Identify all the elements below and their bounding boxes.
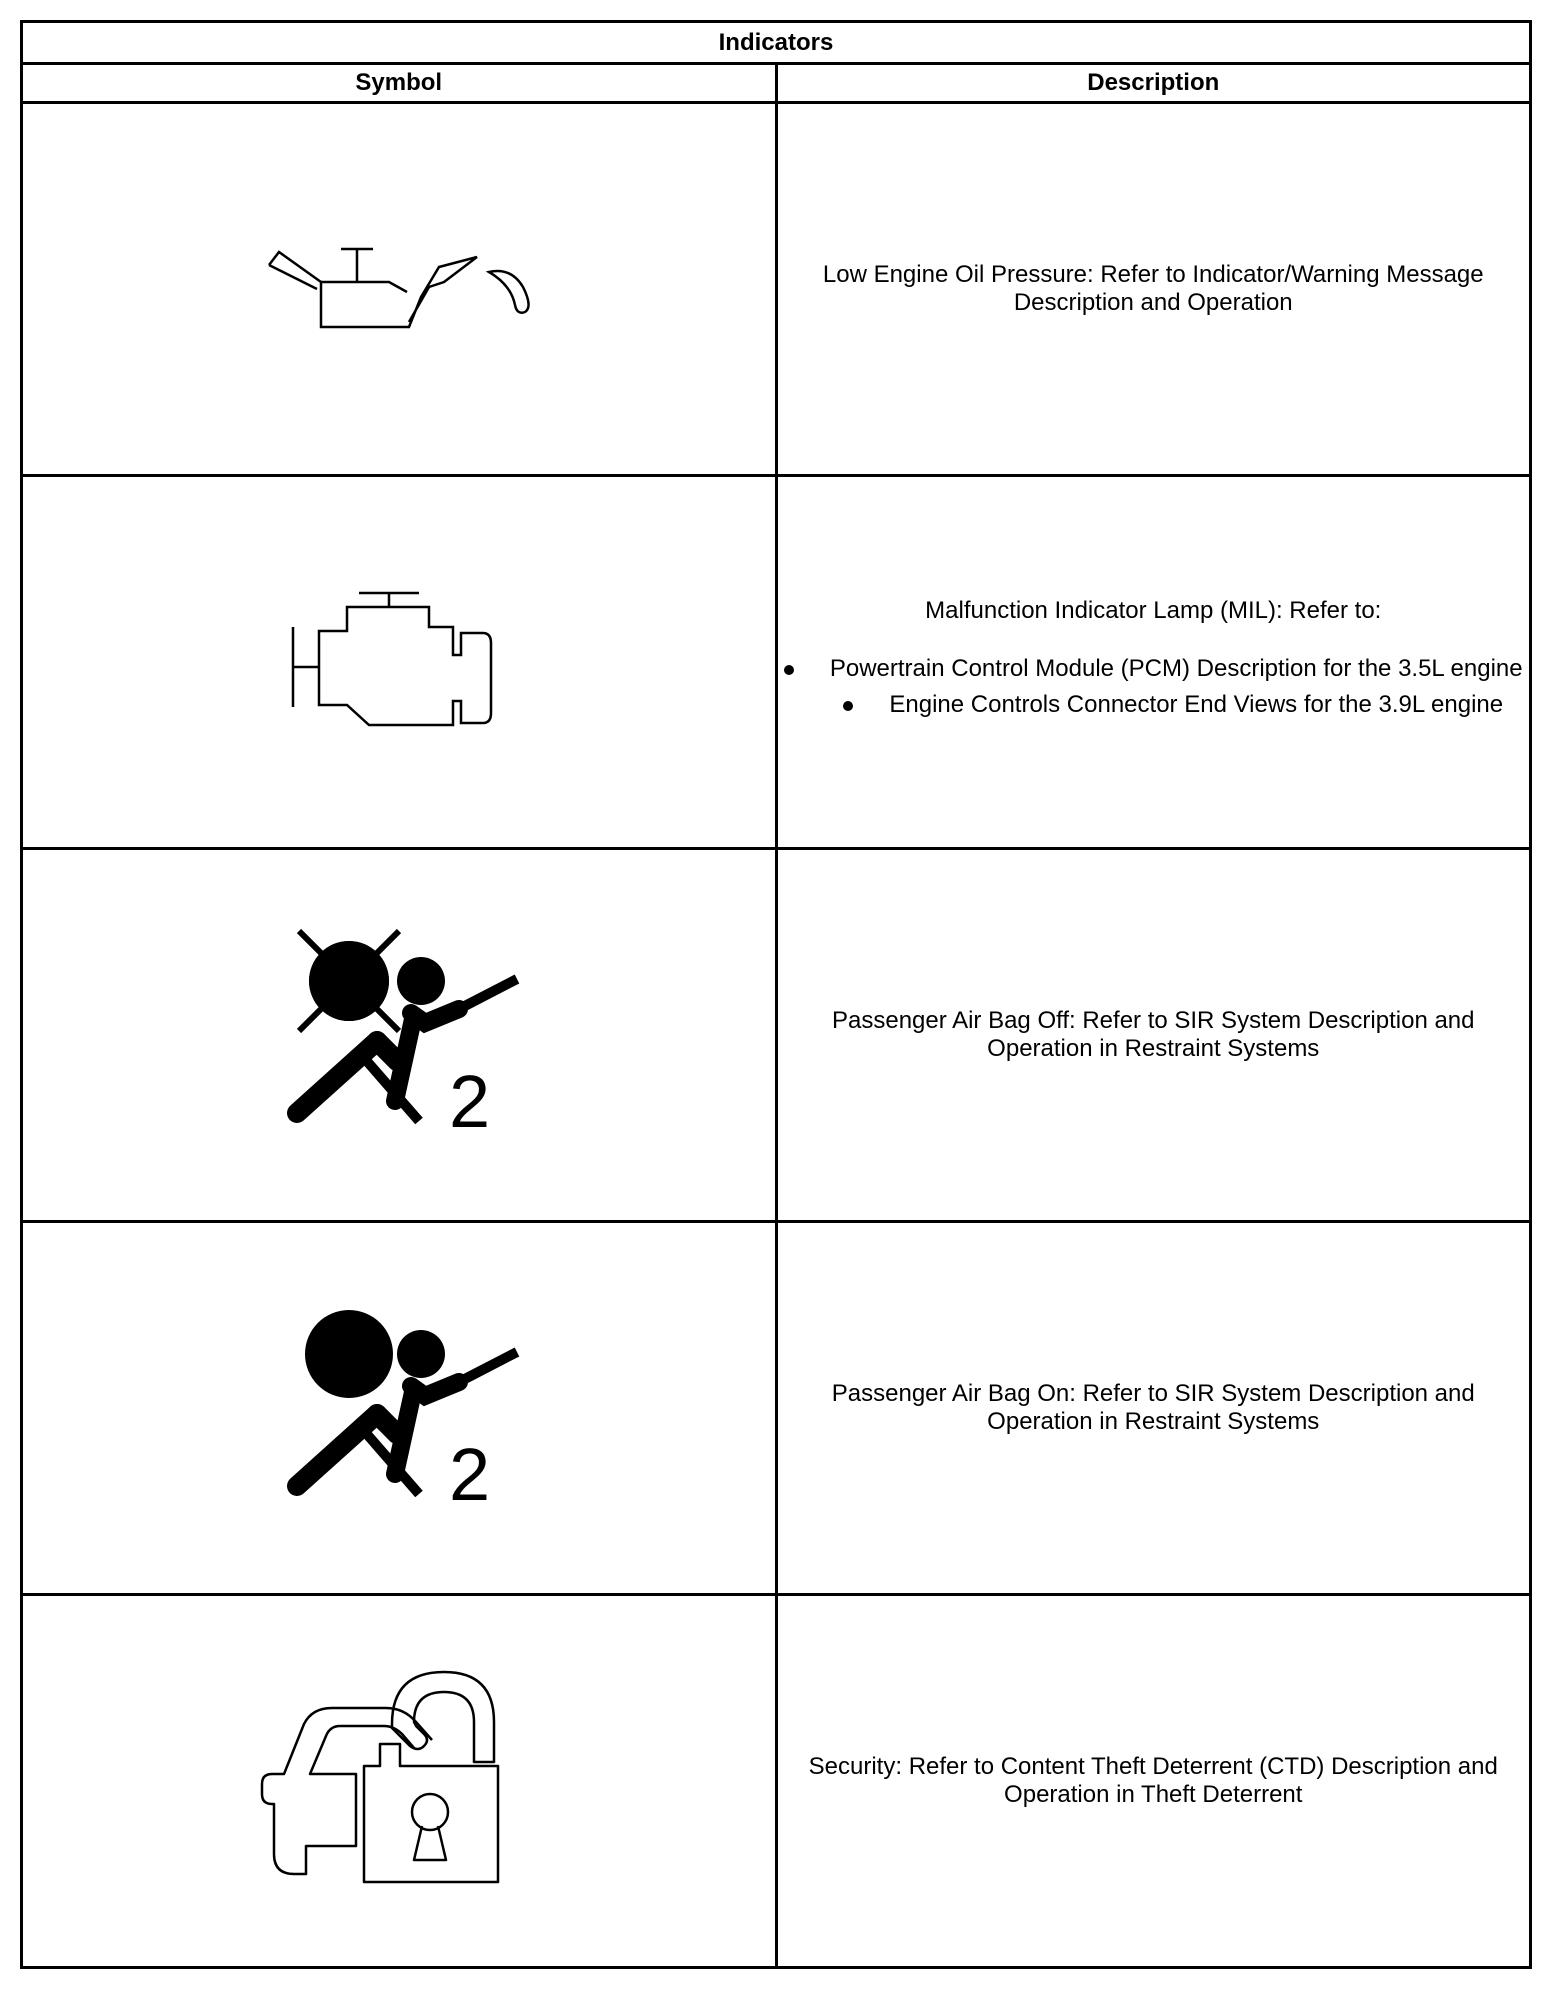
bullet-text: Powertrain Control Module (PCM) Description for the 3.5L engine (829, 655, 1523, 682)
table-title: Indicators (22, 22, 1531, 64)
bullet-text: Engine Controls Connector End Views for the 3.9L engine (889, 691, 1504, 718)
indicators-table (20, 20, 1532, 1969)
symbol-cell (22, 1222, 777, 1595)
title-row (22, 22, 1531, 64)
table-row (22, 1222, 1531, 1595)
bullet-icon (843, 701, 853, 711)
list-item (778, 655, 1530, 683)
bullet-icon (784, 665, 794, 675)
description-text: Malfunction Indicator Lamp (MIL): Refer to: (925, 597, 1382, 624)
description-text: Security: Refer to Content Theft Deterrent (CTD) Description and Operation in Theft Deterrent (808, 1753, 1498, 1808)
table-row (22, 849, 1531, 1222)
description-cell (776, 1595, 1531, 1968)
description-cell (776, 476, 1531, 849)
table-row (22, 1595, 1531, 1968)
engine-icon (289, 585, 509, 735)
description-cell (776, 849, 1531, 1222)
symbol-header: Symbol (22, 64, 777, 103)
description-cell (776, 103, 1531, 476)
bullet-list (778, 655, 1530, 719)
description-text: Passenger Air Bag On: Refer to SIR System Description and Operation in Restraint Systems (831, 1380, 1475, 1435)
table-row (22, 476, 1531, 849)
passenger-airbag-on-icon (269, 1296, 529, 1516)
symbol-cell (22, 849, 777, 1222)
description-text: Passenger Air Bag Off: Refer to SIR System Description and Operation in Restraint Systems (831, 1007, 1475, 1062)
airbag-seat-number: 2 (448, 1432, 490, 1516)
symbol-cell (22, 103, 777, 476)
symbol-cell (22, 1595, 777, 1968)
security-lock-vehicle-icon (254, 1664, 544, 1894)
oil-can-icon (249, 227, 549, 347)
header-row (22, 64, 1531, 103)
table-row (22, 103, 1531, 476)
airbag-seat-number: 2 (448, 1059, 490, 1143)
passenger-airbag-off-icon (269, 923, 529, 1143)
symbol-cell (22, 476, 777, 849)
description-cell (776, 1222, 1531, 1595)
list-item (818, 691, 1530, 719)
description-header: Description (776, 64, 1531, 103)
description-text: Low Engine Oil Pressure: Refer to Indicator/Warning Message Description and Operation (822, 261, 1484, 316)
